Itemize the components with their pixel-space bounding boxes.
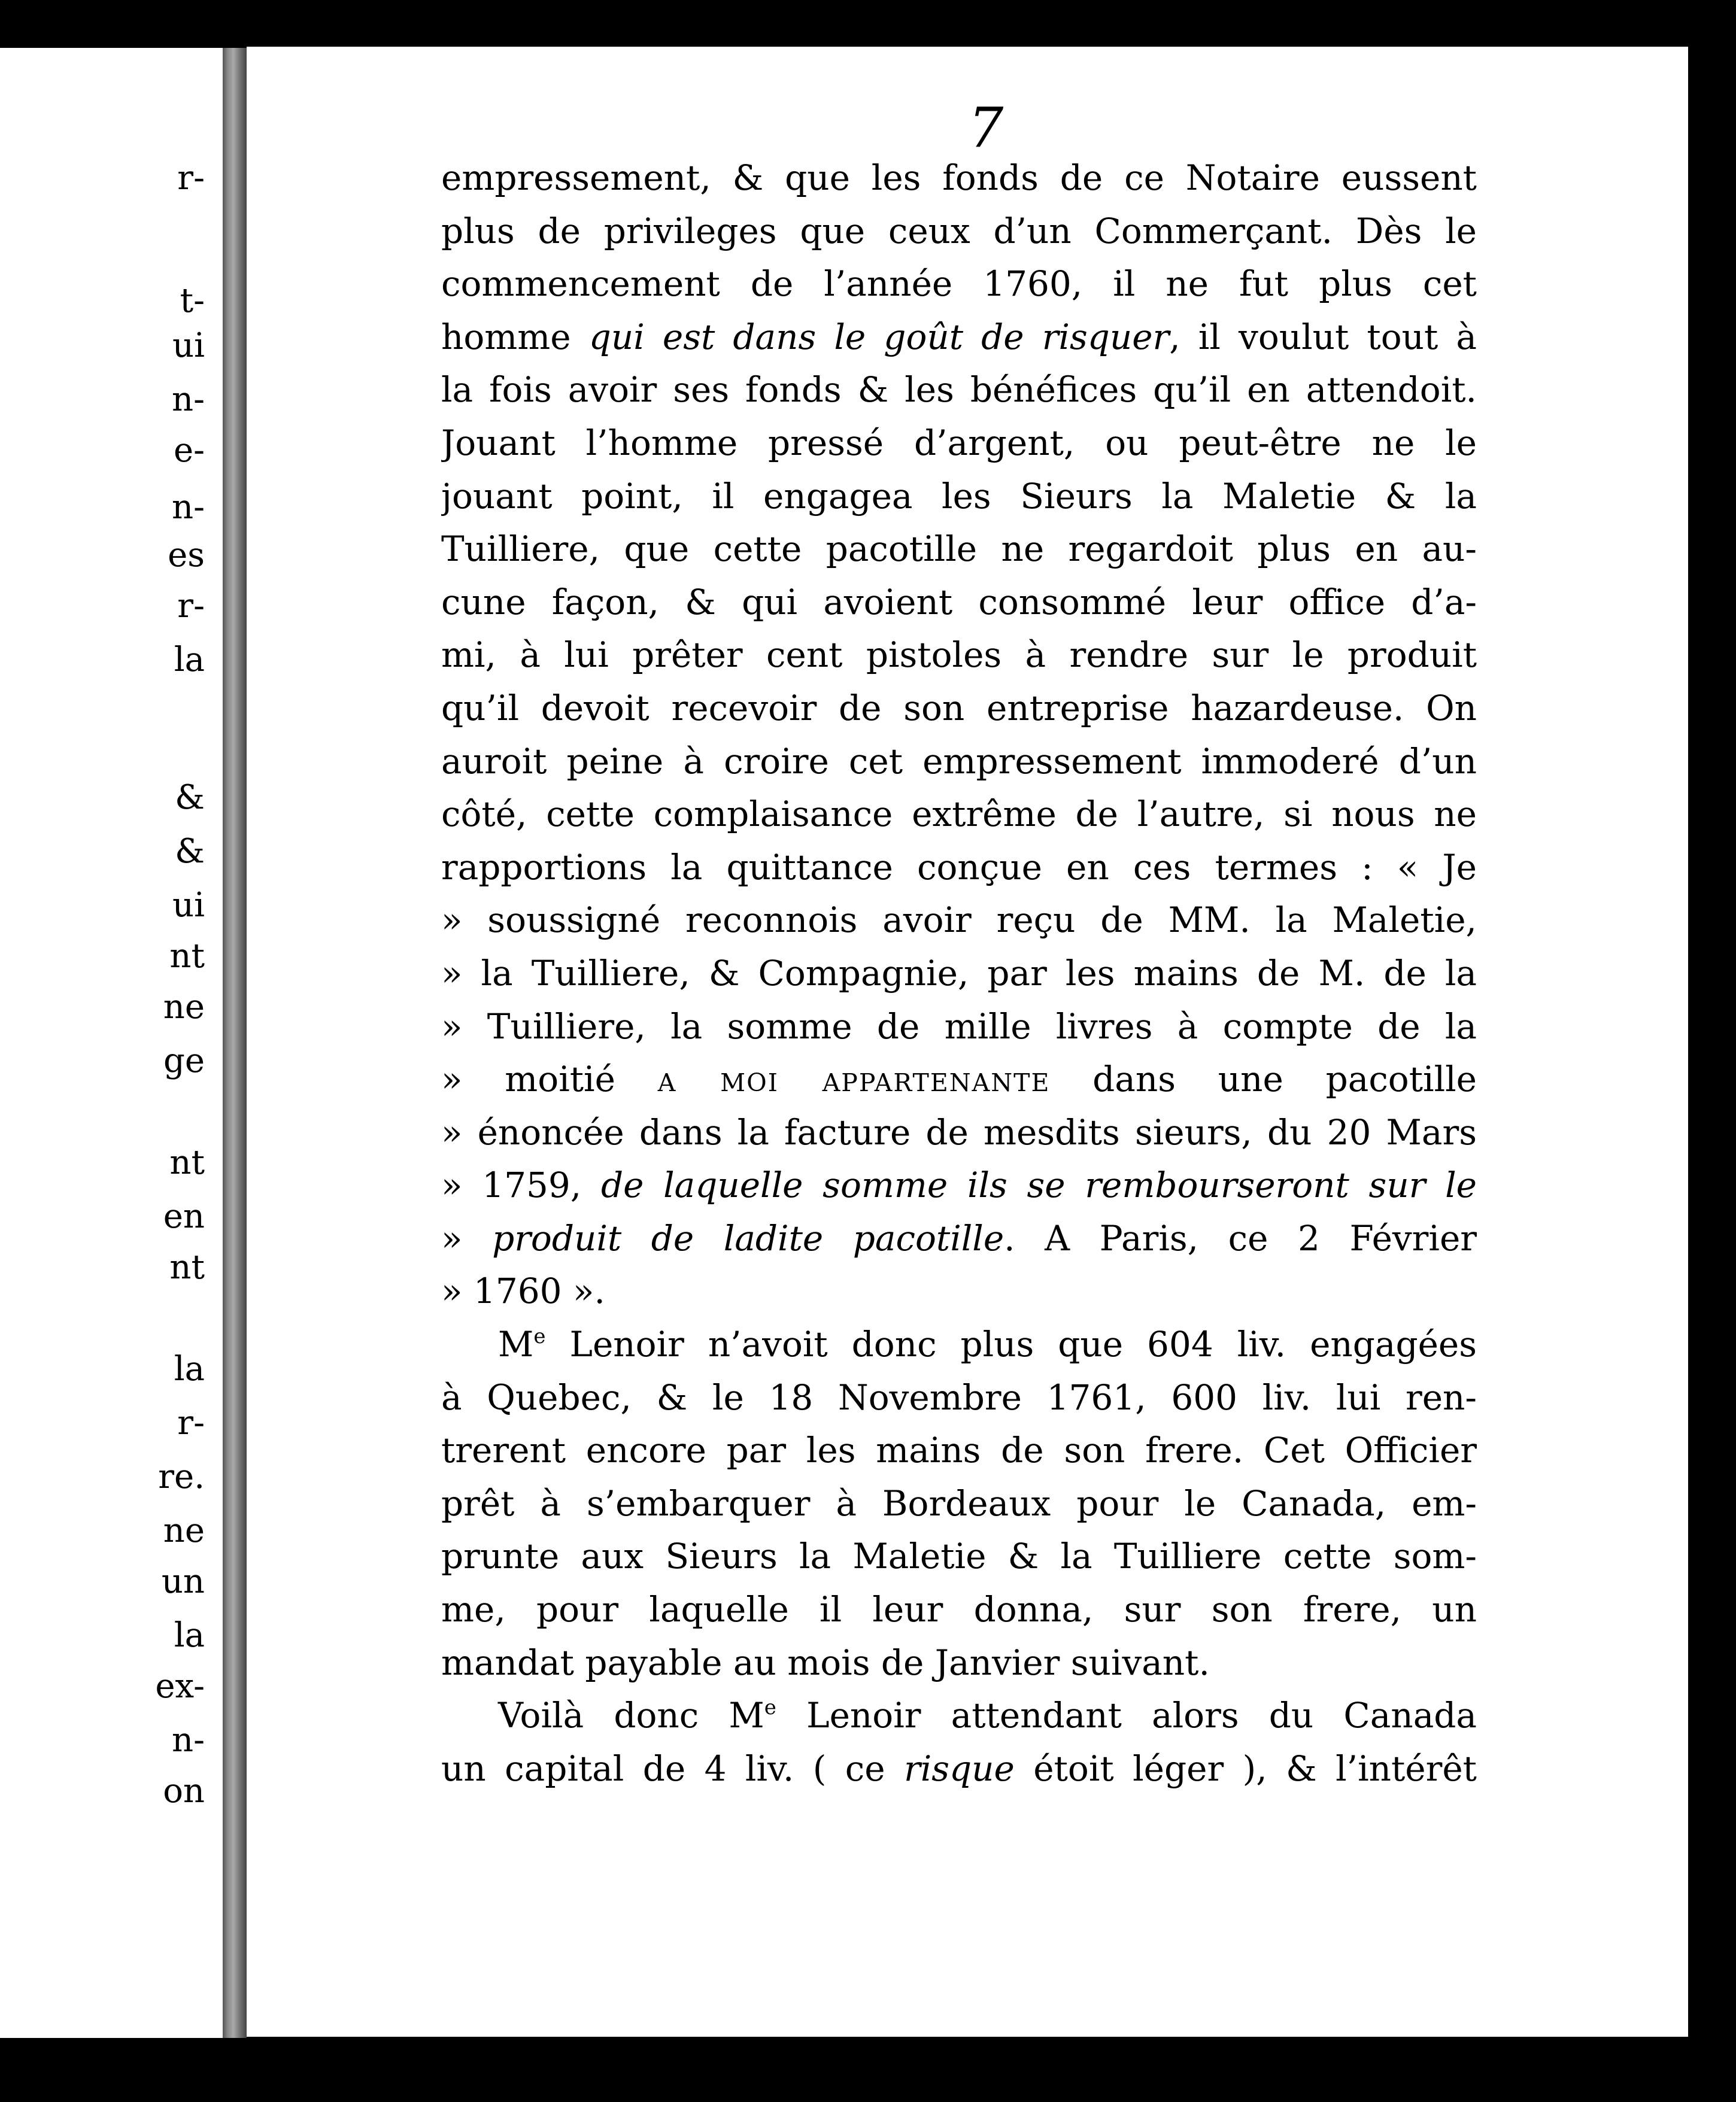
left-fragment: ne <box>163 988 205 1026</box>
left-fragment: ge <box>163 1041 205 1080</box>
italic-text: qui est dans le goût de risquer <box>588 316 1170 357</box>
text-run: Lenoir attendant alors du Canada <box>776 1695 1477 1736</box>
text-run: un capital de 4 liv. ( ce <box>441 1748 905 1789</box>
text-line <box>441 1742 1477 1796</box>
left-fragment: e- <box>173 431 205 470</box>
left-fragment: n- <box>172 488 205 527</box>
superscript: e <box>764 1696 776 1720</box>
body-text <box>441 151 1477 1795</box>
text-line: mandat payable au mois de Janvier suivant. <box>441 1642 1210 1683</box>
text-line: trerent encore par les mains de son frere. Cet Officier <box>441 1430 1477 1471</box>
left-fragment: nt <box>169 1143 205 1182</box>
text-line: jouant point, il engagea les Sieurs la Maletie & la <box>441 475 1477 517</box>
left-fragment: un <box>161 1562 205 1601</box>
text-line: qu’il devoit recevoir de son entreprise hazardeuse. On <box>441 687 1477 728</box>
paragraph-3 <box>441 1689 1477 1795</box>
text-line: prunte aux Sieurs la Maletie & la Tuilliere cette som- <box>441 1536 1477 1577</box>
text-line: à Quebec, & le 18 Novembre 1761, 600 liv. lui ren- <box>441 1377 1477 1418</box>
text-run: » moitié <box>441 1059 658 1100</box>
left-fragment: re. <box>158 1457 205 1496</box>
left-fragment: nt <box>169 937 205 976</box>
left-fragment: r- <box>177 159 205 198</box>
left-fragment: & <box>175 778 205 817</box>
text-run: M <box>498 1324 534 1365</box>
page-number: 7 <box>968 96 1004 160</box>
text-run: Lenoir n’avoit donc plus que 604 liv. engagées <box>545 1324 1477 1365</box>
text-line: mi, à lui prêter cent pistoles à rendre sur le produit <box>441 634 1477 676</box>
italic-text: produit de ladite pacotille <box>492 1217 1004 1259</box>
text-line: la fois avoir ses fonds & les bénéfices qu’il en attendoit. <box>441 369 1477 411</box>
text-line: Tuilliere, que cette pacotille ne regardoit plus en au- <box>441 528 1477 570</box>
left-fragment: n- <box>172 380 205 419</box>
left-fragment: r- <box>177 587 205 625</box>
text-line: auroit peine à croire cet empressement immoderé d’un <box>441 740 1477 782</box>
quote-line <box>441 1053 1477 1106</box>
text-line: Jouant l’homme pressé d’argent, ou peut-être ne le <box>441 422 1477 463</box>
text-line: commencement de l’année 1760, il ne fut plus cet <box>441 263 1477 305</box>
text-line: cune façon, & qui avoient consommé leur office d’a- <box>441 581 1477 622</box>
left-fragment: ne <box>163 1511 205 1550</box>
left-fragment: t- <box>180 281 205 320</box>
quote-line: » énoncée dans la facture de mesdits sieurs, du 20 Mars <box>441 1111 1477 1153</box>
left-fragment: nt <box>169 1248 205 1287</box>
paragraph-2 <box>441 1318 1477 1689</box>
text-run: » 1759, <box>441 1165 601 1206</box>
quote-line: » soussigné reconnois avoir reçu de MM. la Maletie, <box>441 900 1477 941</box>
left-fragment: la <box>174 640 205 679</box>
quote-line <box>441 1212 1477 1265</box>
text-run: Voilà donc M <box>498 1695 764 1736</box>
book-gutter <box>223 48 247 2038</box>
left-fragment: on <box>163 1772 205 1811</box>
text-line <box>441 311 1477 364</box>
main-page <box>247 47 1688 2037</box>
left-fragment: la <box>174 1616 205 1655</box>
left-fragment: r- <box>177 1404 205 1442</box>
text-run: étoit léger ), & l’intérêt <box>1014 1748 1477 1789</box>
left-fragment: la <box>174 1350 205 1389</box>
quote-line: » Tuilliere, la somme de mille livres à compte de la <box>441 1006 1477 1047</box>
text-run: homme <box>441 316 589 357</box>
left-fragment: ui <box>172 326 205 365</box>
left-fragment: n- <box>172 1721 205 1760</box>
superscript: e <box>533 1325 546 1349</box>
left-facing-page <box>0 48 223 2038</box>
text-line: plus de privileges que ceux d’un Commerçant. Dès le <box>441 210 1477 251</box>
quote-line: » 1760 ». <box>441 1271 605 1312</box>
text-line: rapportions la quittance conçue en ces termes : « Je <box>441 846 1477 888</box>
italic-text: de laquelle somme ils se rembourseront sur le <box>600 1165 1477 1206</box>
quote-line: » la Tuilliere, & Compagnie, par les mains de M. de la <box>441 952 1477 994</box>
text-run: » <box>441 1217 493 1259</box>
quote-line <box>441 1159 1477 1212</box>
text-line: me, pour laquelle il leur donna, sur son frere, un <box>441 1589 1477 1630</box>
left-fragment: en <box>163 1197 205 1236</box>
small-caps-text: a moi appartenante <box>657 1059 1051 1100</box>
left-fragment: ex- <box>155 1667 205 1706</box>
paragraph-1 <box>441 151 1477 1318</box>
italic-text: risque <box>904 1748 1015 1789</box>
text-line: prêt à s’embarquer à Bordeaux pour le Canada, em- <box>441 1483 1477 1524</box>
text-line <box>441 1318 1477 1371</box>
left-fragment: ui <box>172 886 205 925</box>
text-line: empressement, & que les fonds de ce Notaire eussent <box>441 157 1477 198</box>
text-line <box>441 1689 1477 1742</box>
text-run: , il voulut tout à <box>1169 316 1477 357</box>
text-line: côté, cette complaisance extrême de l’autre, si nous ne <box>441 794 1477 835</box>
left-fragment: es <box>168 536 205 575</box>
left-fragment: & <box>175 832 205 871</box>
text-run: dans une pacotille <box>1050 1059 1477 1100</box>
text-run: . A Paris, ce 2 Février <box>1004 1217 1477 1259</box>
